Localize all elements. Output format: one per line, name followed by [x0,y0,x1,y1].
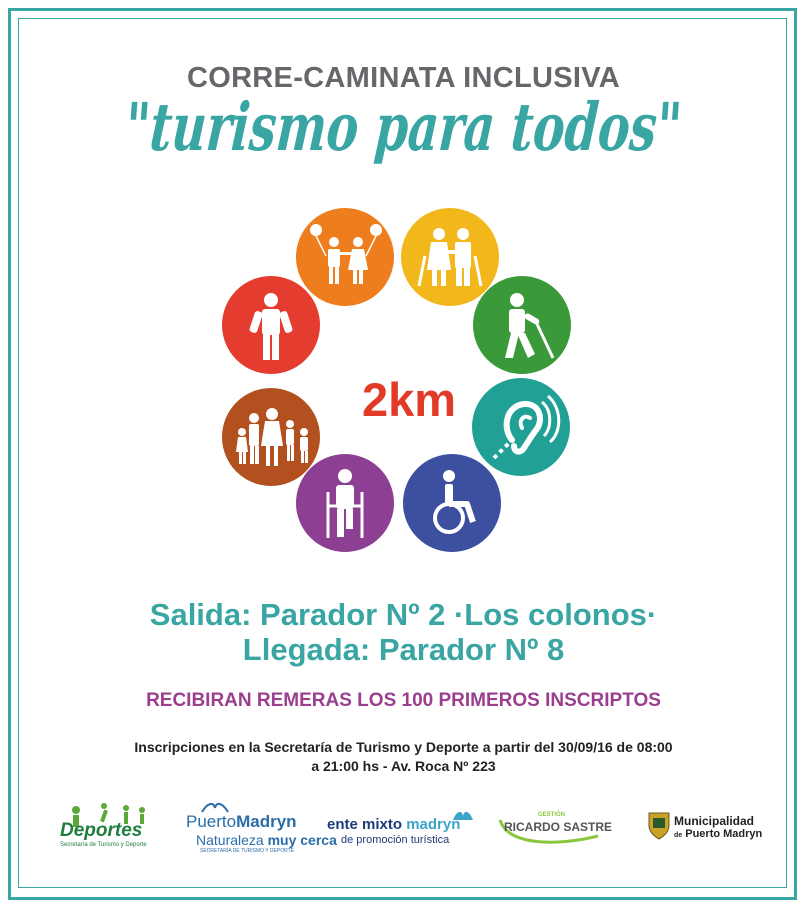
event-subtitle: CORRE-CAMINATA INCLUSIVA [186,62,621,94]
route-start: Salida: Parador Nº 2 ·Los colonos· [149,597,658,632]
puerto-madryn-sub: SECRETARÍA DE TURISMO Y DEPORTE [200,848,295,854]
ente-mixto-title-b: madryn [406,816,461,833]
event-headline: "turismo para todos" [122,88,685,166]
municipalidad-line2-b: Puerto Madryn [685,828,763,840]
municipalidad-logo [648,800,768,860]
municipalidad-line1: Municipalidad [674,814,755,828]
registration-info [0,738,807,776]
family-icon [222,388,320,486]
gestion-name: RICARDO SASTRE [504,820,613,834]
blind-person-cane-icon [473,276,571,374]
puerto-madryn-title-b: Madryn [236,812,297,831]
municipalidad-line2-a: de [674,832,683,839]
registration-line-1: Inscripciones en la Secretaría de Turismo y Deporte a partir del 30/09/16 de 08:00 [134,739,673,755]
ente-mixto-title [327,816,460,833]
ente-mixto-sub: de promoción turística [341,834,450,846]
deportes-sub: Secretaría de Turismo y Deporte [60,842,147,848]
puerto-madryn-title-a: Puerto [186,812,237,831]
wheelchair-icon [403,454,501,552]
puerto-madryn-tagline [196,832,337,848]
puerto-madryn-logo [186,800,337,860]
deportes-logo [54,800,154,860]
distance-label: 2km [361,373,457,426]
deportes-title: Deportes [60,820,143,841]
shield-icon [648,810,670,840]
gestion-logo [498,800,622,860]
route-finish: Llegada: Parador Nº 8 [242,632,565,667]
puerto-madryn-title [186,812,297,832]
ente-mixto-title-a: ente mixto [327,816,403,833]
puerto-madryn-tagline-b: muy cerca [267,832,337,848]
puerto-madryn-tagline-a: Naturaleza [196,832,264,848]
kids-with-balloons-icon [296,208,394,306]
ente-mixto-logo [327,800,477,860]
municipalidad-line2 [674,828,762,840]
tshirt-promo: RECIBIRAN REMERAS LOS 100 PRIMEROS INSCRIPTOS [146,690,661,711]
gestion-top: GESTIÓN [538,812,566,818]
registration-line-2: a 21:00 hs - Av. Roca Nº 223 [311,758,496,774]
